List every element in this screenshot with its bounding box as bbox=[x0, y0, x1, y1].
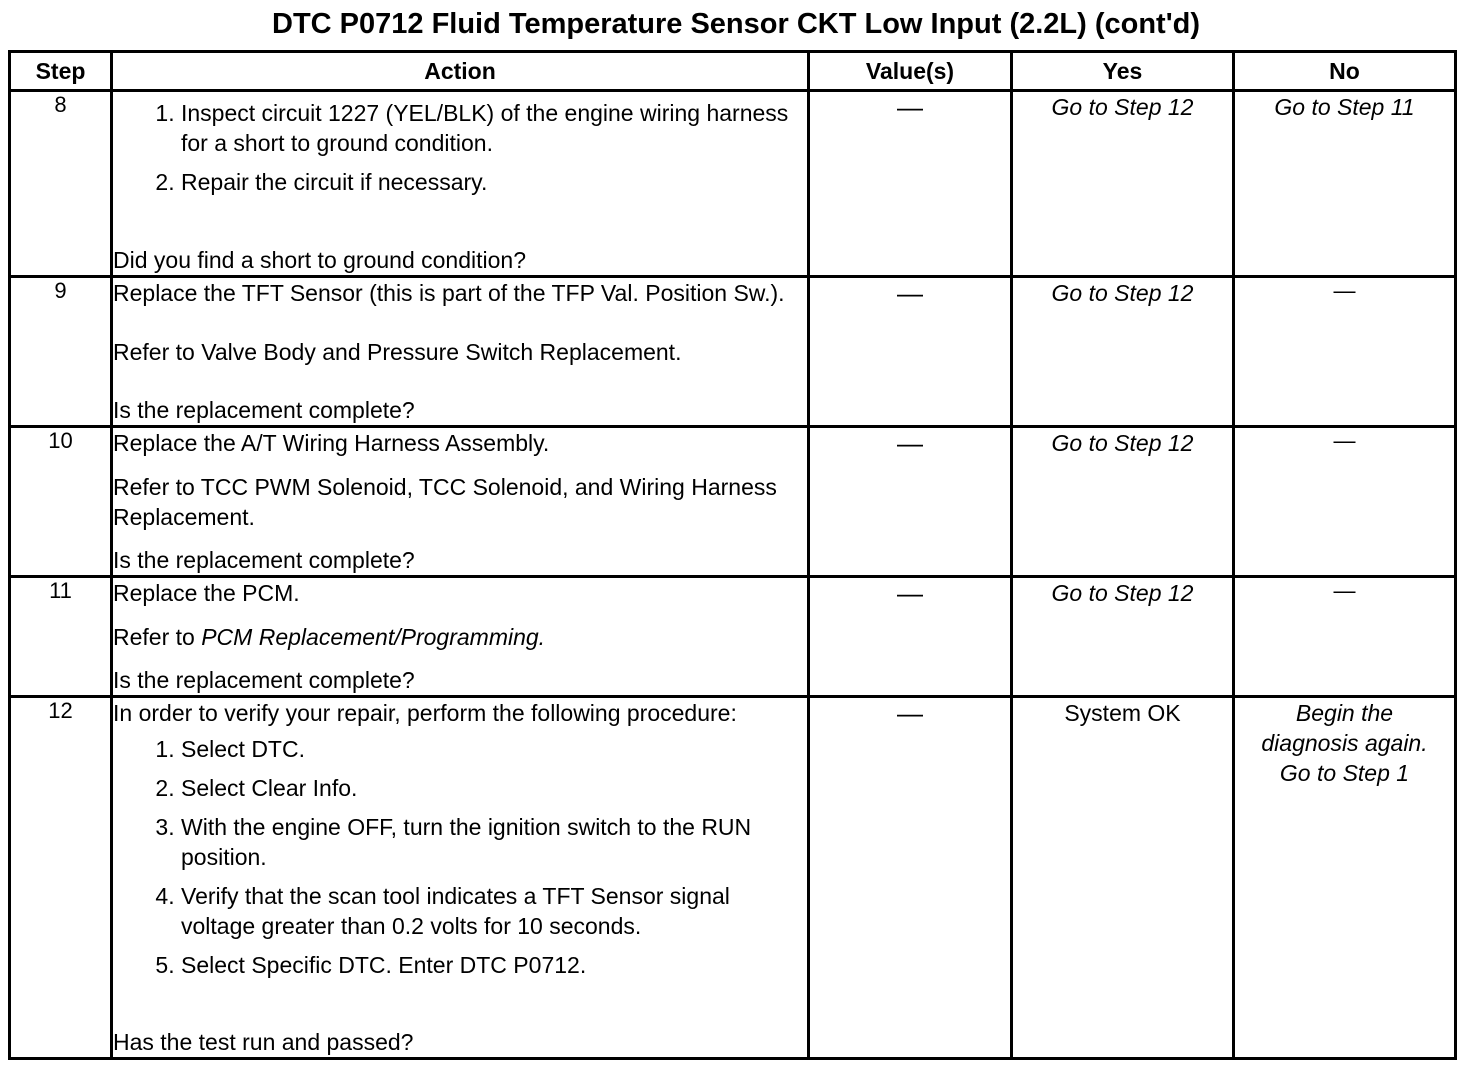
table-row bbox=[10, 91, 1456, 277]
step-number: 9 bbox=[10, 277, 112, 427]
no-cell: — bbox=[1234, 427, 1456, 577]
no-cell: — bbox=[1234, 277, 1456, 427]
yes-cell: Go to Step 12 bbox=[1012, 277, 1234, 427]
table-row bbox=[10, 697, 1456, 1059]
header-step: Step bbox=[10, 52, 112, 91]
diagnostic-table bbox=[8, 50, 1457, 1060]
value-cell: — bbox=[809, 91, 1012, 277]
action-line: Replace the TFT Sensor (this is part of the TFP Val. Position Sw.). bbox=[113, 280, 785, 306]
action-step: 2. Select Clear Info. bbox=[181, 773, 807, 803]
action-question: Has the test run and passed? bbox=[113, 1029, 414, 1055]
action-steps bbox=[113, 734, 807, 980]
value-cell: — bbox=[809, 427, 1012, 577]
header-yes: Yes bbox=[1012, 52, 1234, 91]
action-step: 5. Select Specific DTC. Enter DTC P0712. bbox=[181, 950, 807, 980]
refer-prefix: Refer to bbox=[113, 623, 202, 650]
header-no: No bbox=[1234, 52, 1456, 91]
table-row bbox=[10, 427, 1456, 577]
table-row bbox=[10, 577, 1456, 697]
value-cell: — bbox=[809, 577, 1012, 697]
action-step: 3. With the engine OFF, turn the ignition switch to the RUN position. bbox=[181, 812, 807, 872]
yes-cell: System OK bbox=[1012, 697, 1234, 1059]
action-step: 1. Inspect circuit 1227 (YEL/BLK) of the engine wiring harness for a short to ground condition. bbox=[181, 98, 807, 158]
yes-cell: Go to Step 12 bbox=[1012, 91, 1234, 277]
action-step: 4. Verify that the scan tool indicates a TFT Sensor signal voltage greater than 0.2 volts for 10 seconds. bbox=[181, 881, 807, 941]
action-cell bbox=[112, 697, 809, 1059]
no-line: Go to Step 1 bbox=[1279, 760, 1410, 786]
step-number: 10 bbox=[10, 427, 112, 577]
action-line bbox=[113, 622, 807, 652]
action-line: Replace the A/T Wiring Harness Assembly. bbox=[113, 430, 550, 456]
action-line: Refer to Valve Body and Pressure Switch Replacement. bbox=[113, 338, 682, 365]
no-line: Begin the bbox=[1295, 700, 1394, 726]
action-line: Refer to TCC PWM Solenoid, TCC Solenoid, and Wiring Harness Replacement. bbox=[113, 473, 777, 530]
table-header-row bbox=[10, 52, 1456, 91]
step-number: 8 bbox=[10, 91, 112, 277]
action-question: Is the replacement complete? bbox=[113, 397, 415, 423]
value-cell: — bbox=[809, 277, 1012, 427]
action-step: 1. Select DTC. bbox=[181, 734, 807, 764]
action-cell bbox=[112, 577, 809, 697]
no-cell: Go to Step 11 bbox=[1234, 91, 1456, 277]
action-cell bbox=[112, 91, 809, 277]
action-question: Did you find a short to ground condition? bbox=[113, 247, 526, 273]
header-values: Value(s) bbox=[809, 52, 1012, 91]
step-number: 11 bbox=[10, 577, 112, 697]
step-number: 12 bbox=[10, 697, 112, 1059]
yes-cell: Go to Step 12 bbox=[1012, 427, 1234, 577]
header-action: Action bbox=[112, 52, 809, 91]
action-question: Is the replacement complete? bbox=[113, 667, 415, 693]
refer-link-text: PCM Replacement/Programming. bbox=[201, 623, 546, 650]
action-cell bbox=[112, 277, 809, 427]
page-title: DTC P0712 Fluid Temperature Sensor CKT Low Input (2.2L) (cont'd) bbox=[272, 8, 1200, 40]
action-question: Is the replacement complete? bbox=[113, 547, 415, 573]
no-line: diagnosis again. bbox=[1261, 730, 1428, 756]
action-intro: In order to verify your repair, perform the following procedure: bbox=[113, 700, 737, 726]
action-step: 2. Repair the circuit if necessary. bbox=[181, 167, 807, 197]
value-cell: — bbox=[809, 697, 1012, 1059]
action-steps bbox=[113, 98, 807, 206]
yes-cell: Go to Step 12 bbox=[1012, 577, 1234, 697]
no-cell: — bbox=[1234, 577, 1456, 697]
action-line: Replace the PCM. bbox=[113, 580, 300, 606]
no-cell bbox=[1234, 697, 1456, 1059]
table-row bbox=[10, 277, 1456, 427]
action-cell bbox=[112, 427, 809, 577]
